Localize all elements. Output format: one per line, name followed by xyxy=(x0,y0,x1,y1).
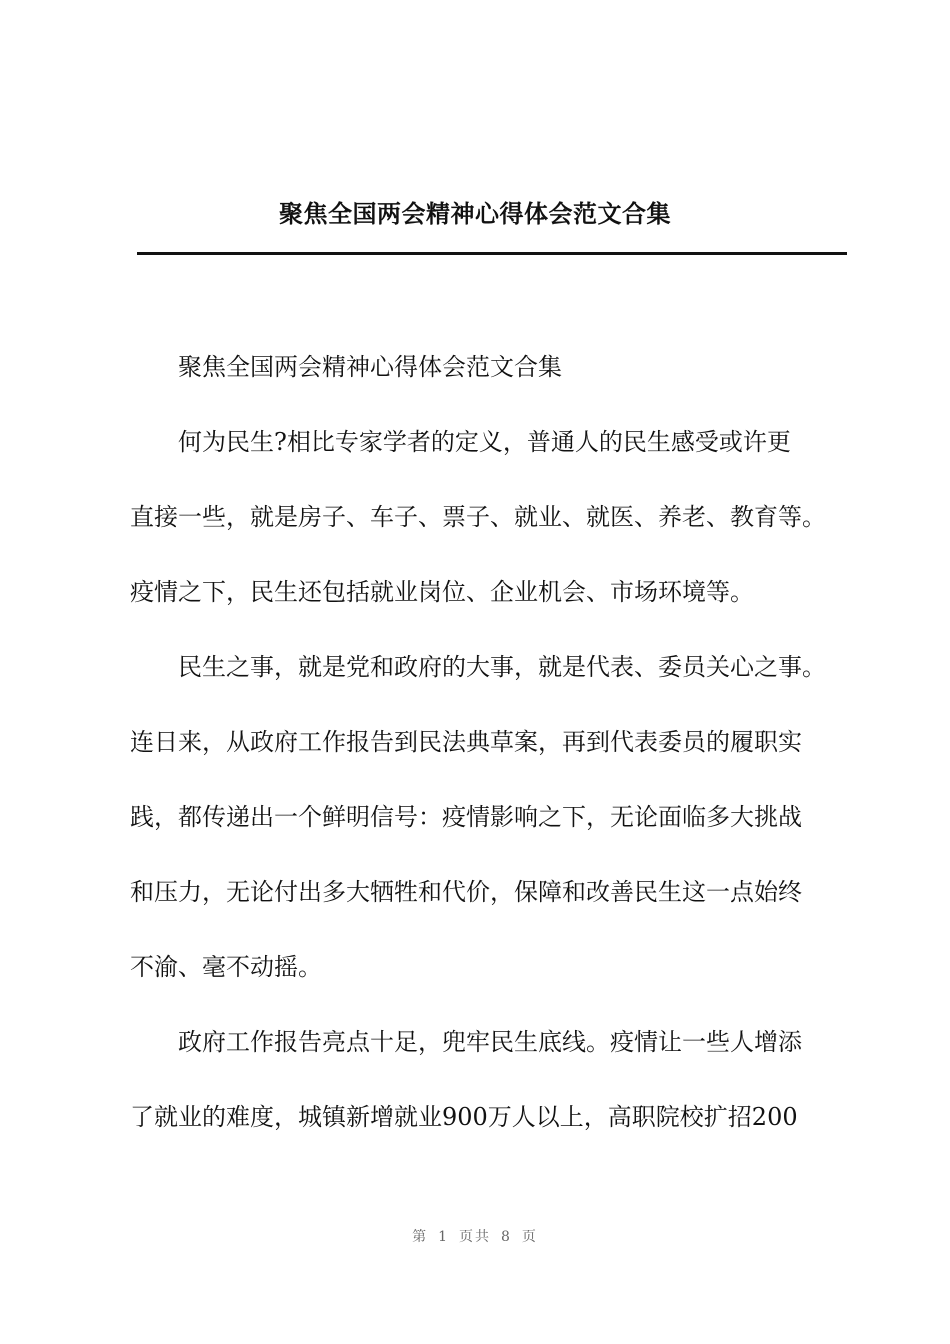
paragraph-line: 民生之事，就是党和政府的大事，就是代表、委员关心之事。 xyxy=(178,653,826,681)
paragraph-line: 疫情之下，民生还包括就业岗位、企业机会、市场环境等。 xyxy=(130,578,754,606)
paragraph xyxy=(130,342,865,393)
document-body xyxy=(130,342,865,1143)
paragraph-line: 和压力，无论付出多大牺牲和代价，保障和改善民生这一点始终 xyxy=(130,878,802,906)
paragraph xyxy=(130,1017,865,1143)
paragraph-line: 直接一些，就是房子、车子、票子、就业、就医、养老、教育等。 xyxy=(130,503,826,531)
paragraph-line: 何为民生?相比专家学者的定义，普通人的民生感受或许更 xyxy=(178,428,791,456)
paragraph-line: 践，都传递出一个鲜明信号：疫情影响之下，无论面临多大挑战 xyxy=(130,803,802,831)
current-page-number: 1 xyxy=(438,1229,449,1245)
page-label-prefix: 第 xyxy=(412,1229,429,1245)
page-label-suffix: 页 xyxy=(521,1229,538,1245)
paragraph xyxy=(130,417,865,618)
paragraph xyxy=(130,642,865,993)
page-label-mid: 页共 xyxy=(459,1229,491,1245)
page-number-footer xyxy=(0,1226,950,1246)
paragraph-line: 聚焦全国两会精神心得体会范文合集 xyxy=(178,353,562,381)
paragraph-line: 了就业的难度，城镇新增就业900万人以上，高职院校扩招200 xyxy=(130,1103,798,1131)
document-title: 聚焦全国两会精神心得体会范文合集 xyxy=(279,200,671,228)
paragraph-line: 政府工作报告亮点十足，兜牢民生底线。疫情让一些人增添 xyxy=(178,1028,802,1056)
header-divider xyxy=(137,252,847,255)
total-page-count: 8 xyxy=(501,1229,512,1245)
paragraph-line: 不渝、毫不动摇。 xyxy=(130,953,322,981)
paragraph-line: 连日来，从政府工作报告到民法典草案，再到代表委员的履职实 xyxy=(130,728,802,756)
